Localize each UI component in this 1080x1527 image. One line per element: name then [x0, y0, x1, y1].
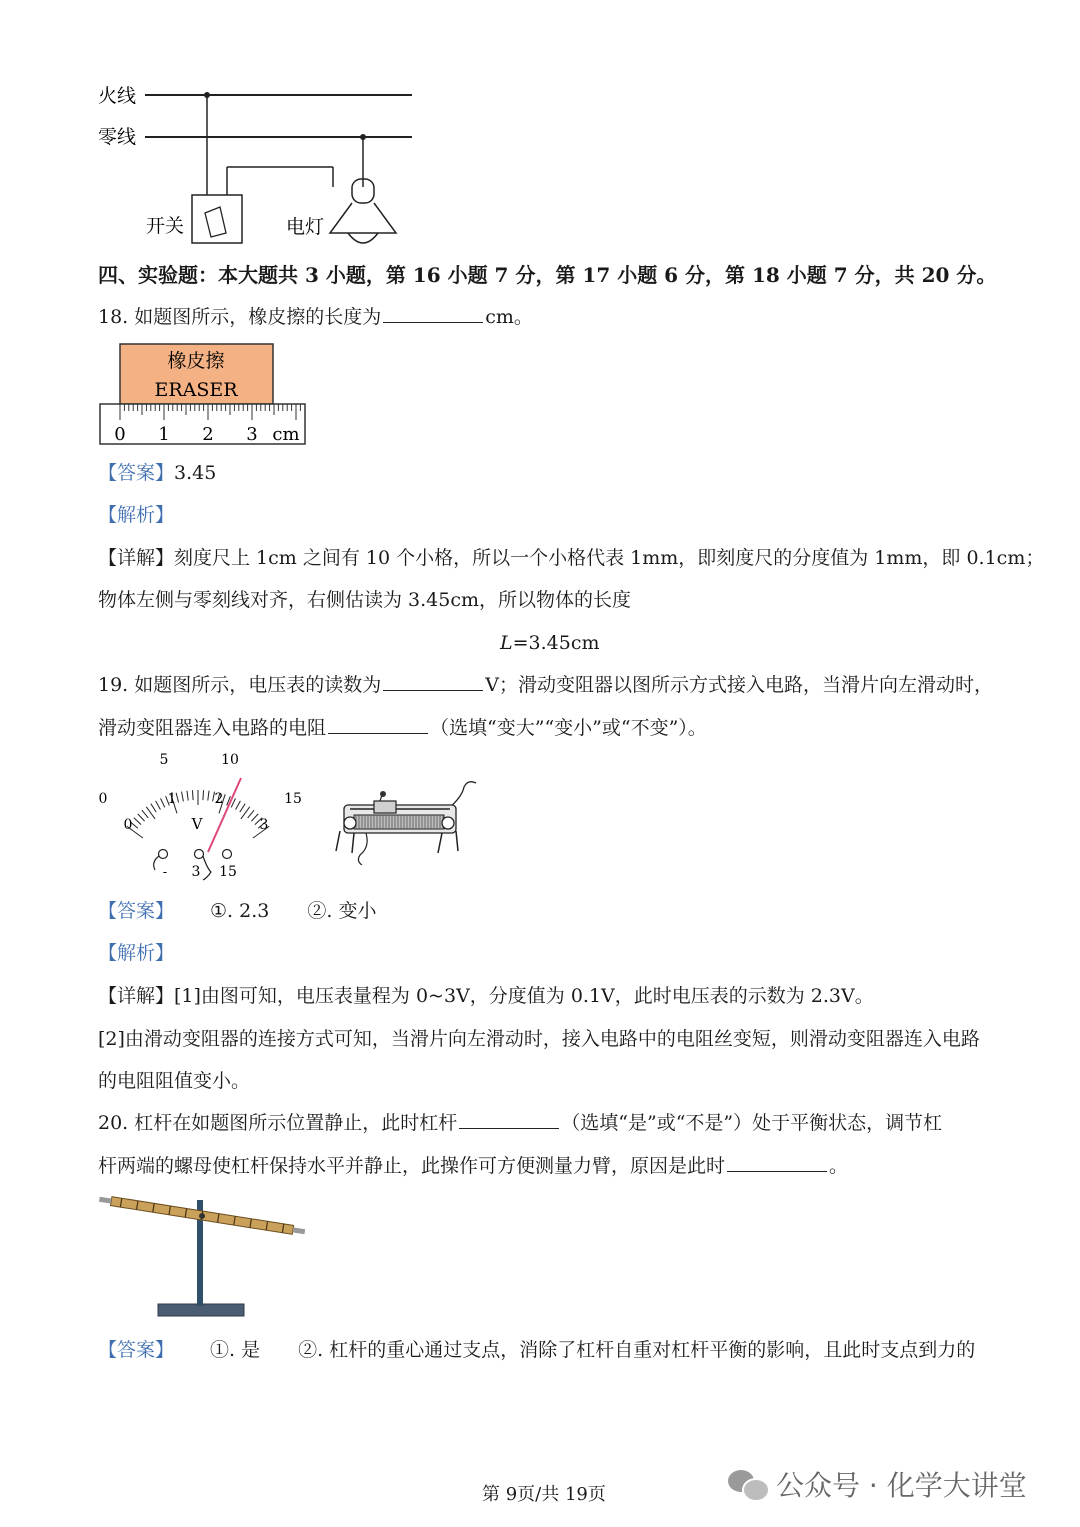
q18-detail-line1	[98, 545, 1044, 571]
q19-answer1: ①. 2.3	[210, 900, 270, 922]
q19-line1-suffix: V；滑动变阻器以图所示方式接入电路，当滑片向左滑动时，	[485, 674, 993, 696]
q19-line2	[98, 715, 707, 741]
meter-upper-10: 10	[221, 752, 239, 768]
q18-formula	[500, 630, 600, 656]
ruler-label-unit: cm	[272, 424, 300, 445]
slide-rheostat-figure	[330, 775, 480, 865]
q19-line2-prefix: 滑动变阻器连入电路的电阻	[98, 717, 327, 739]
q20-blank1	[459, 1110, 559, 1129]
lamp-icon	[330, 179, 396, 243]
watermark	[728, 1464, 1027, 1504]
page-number: 第 9页/共 19页	[482, 1484, 606, 1505]
q20-line2-suffix: 。	[829, 1155, 849, 1177]
q18-suffix: cm。	[485, 306, 533, 328]
q18-formula-rest: =3.45cm	[512, 632, 600, 654]
q19-blank2	[328, 715, 428, 734]
q19-blank1	[383, 672, 483, 691]
q20-answer2: ②. 杠杆的重心通过支点，消除了杠杆自重对杠杆平衡的影响，且此时支点到力的	[298, 1339, 976, 1361]
q19-line2-suffix: （选填“变大”“变小”或“不变”）。	[430, 717, 707, 739]
meter-upper-5: 5	[159, 752, 169, 768]
q19-answer	[98, 898, 376, 924]
meter-lower-0: 0	[123, 817, 133, 833]
meter-lower-2: 2	[214, 791, 224, 807]
meter-upper-15: 15	[284, 791, 302, 807]
meter-upper-0: 0	[98, 791, 108, 807]
switch-label: 开关	[146, 215, 185, 237]
meter-terminal-3: 3	[191, 864, 201, 880]
q18-formula-var: L	[500, 632, 513, 654]
q20-line2-prefix: 杆两端的螺母使杠杆保持水平并静止，此操作可方便测量力臂，原因是此时	[98, 1155, 726, 1177]
meter-terminal-15: 15	[219, 864, 237, 880]
ruler-label-3: 3	[246, 424, 258, 445]
section-heading: 四、实验题：本大题共 3 小题，第 16 小题 7 分，第 17 小题 6 分，第 18 小题 7 分，共 20 分。	[98, 263, 997, 287]
q20-answer1: ①. 是	[210, 1339, 261, 1361]
q19-detail2a: [2]由滑动变阻器的连接方式可知，当滑片向左滑动时，接入电路中的电阻丝变短，则滑动变阻器连入电路	[98, 1028, 980, 1050]
q20-line1-prefix: 20. 杠杆在如题图所示位置静止，此时杠杆	[98, 1112, 458, 1134]
q19-detail1	[98, 983, 874, 1009]
lever-figure	[96, 1192, 308, 1322]
voltmeter-figure	[95, 750, 310, 882]
eraser-ruler-figure	[98, 342, 310, 446]
q18-answer-value: 3.45	[174, 462, 217, 484]
q19-line1	[98, 672, 993, 698]
q20-line2	[98, 1153, 848, 1179]
q20-answer	[98, 1337, 975, 1363]
eraser-en-text: ERASER	[154, 379, 238, 401]
q20-blank2	[727, 1153, 827, 1172]
lamp-label: 电灯	[286, 216, 325, 238]
watermark-text: 公众号 · 化学大讲堂	[776, 1469, 1027, 1502]
eraser-cn-text: 橡皮擦	[167, 350, 225, 372]
ruler-label-1: 1	[158, 424, 170, 445]
q18-detail-text1: 刻度尺上 1cm 之间有 10 个小格，所以一个小格代表 1mm，即刻度尺的分度值为 1mm，即 0.1cm；	[174, 547, 1045, 569]
meter-lower-3: 3	[259, 817, 269, 833]
q19-answer2: ②. 变小	[307, 900, 377, 922]
household-circuit-diagram	[90, 75, 430, 255]
q20-line1-suffix: （选填“是”或“不是”）处于平衡状态，调节杠	[561, 1112, 943, 1134]
q19-detail1-text: [1]由图可知，电压表量程为 0~3V，分度值为 0.1V，此时电压表的示数为 2.3V。	[174, 985, 874, 1007]
meter-terminal-minus: -	[162, 865, 168, 880]
q19-detail-tag: 【详解】	[98, 985, 175, 1007]
q18-answer	[98, 460, 216, 486]
q19-analysis-tag: 【解析】	[98, 942, 175, 964]
neutral-wire-label: 零线	[98, 126, 137, 148]
q18-detail-line2: 物体左侧与零刻线对齐，右侧估读为 3.45cm，所以物体的长度	[98, 589, 632, 611]
meter-lower-1: 1	[167, 791, 177, 807]
q19-answer-tag: 【答案】	[98, 900, 175, 922]
q18-analysis-tag: 【解析】	[98, 504, 175, 526]
q18-blank	[383, 304, 483, 323]
meter-unit: V	[191, 815, 203, 833]
ruler-label-2: 2	[202, 424, 214, 445]
q20-line1	[98, 1110, 942, 1136]
ruler-label-0: 0	[114, 424, 126, 445]
wechat-icon	[728, 1468, 768, 1500]
q19-detail2b: 的电阻阻值变小。	[98, 1070, 251, 1092]
q18-prefix: 18. 如题图所示，橡皮擦的长度为	[98, 306, 382, 328]
q19-line1-prefix: 19. 如题图所示，电压表的读数为	[98, 674, 382, 696]
meter-needle	[208, 778, 241, 852]
live-wire-label: 火线	[98, 85, 137, 107]
q20-answer-tag: 【答案】	[98, 1339, 175, 1361]
q18-detail-tag: 【详解】	[98, 547, 175, 569]
q18-answer-tag: 【答案】	[98, 462, 175, 484]
q18-question	[98, 304, 533, 330]
